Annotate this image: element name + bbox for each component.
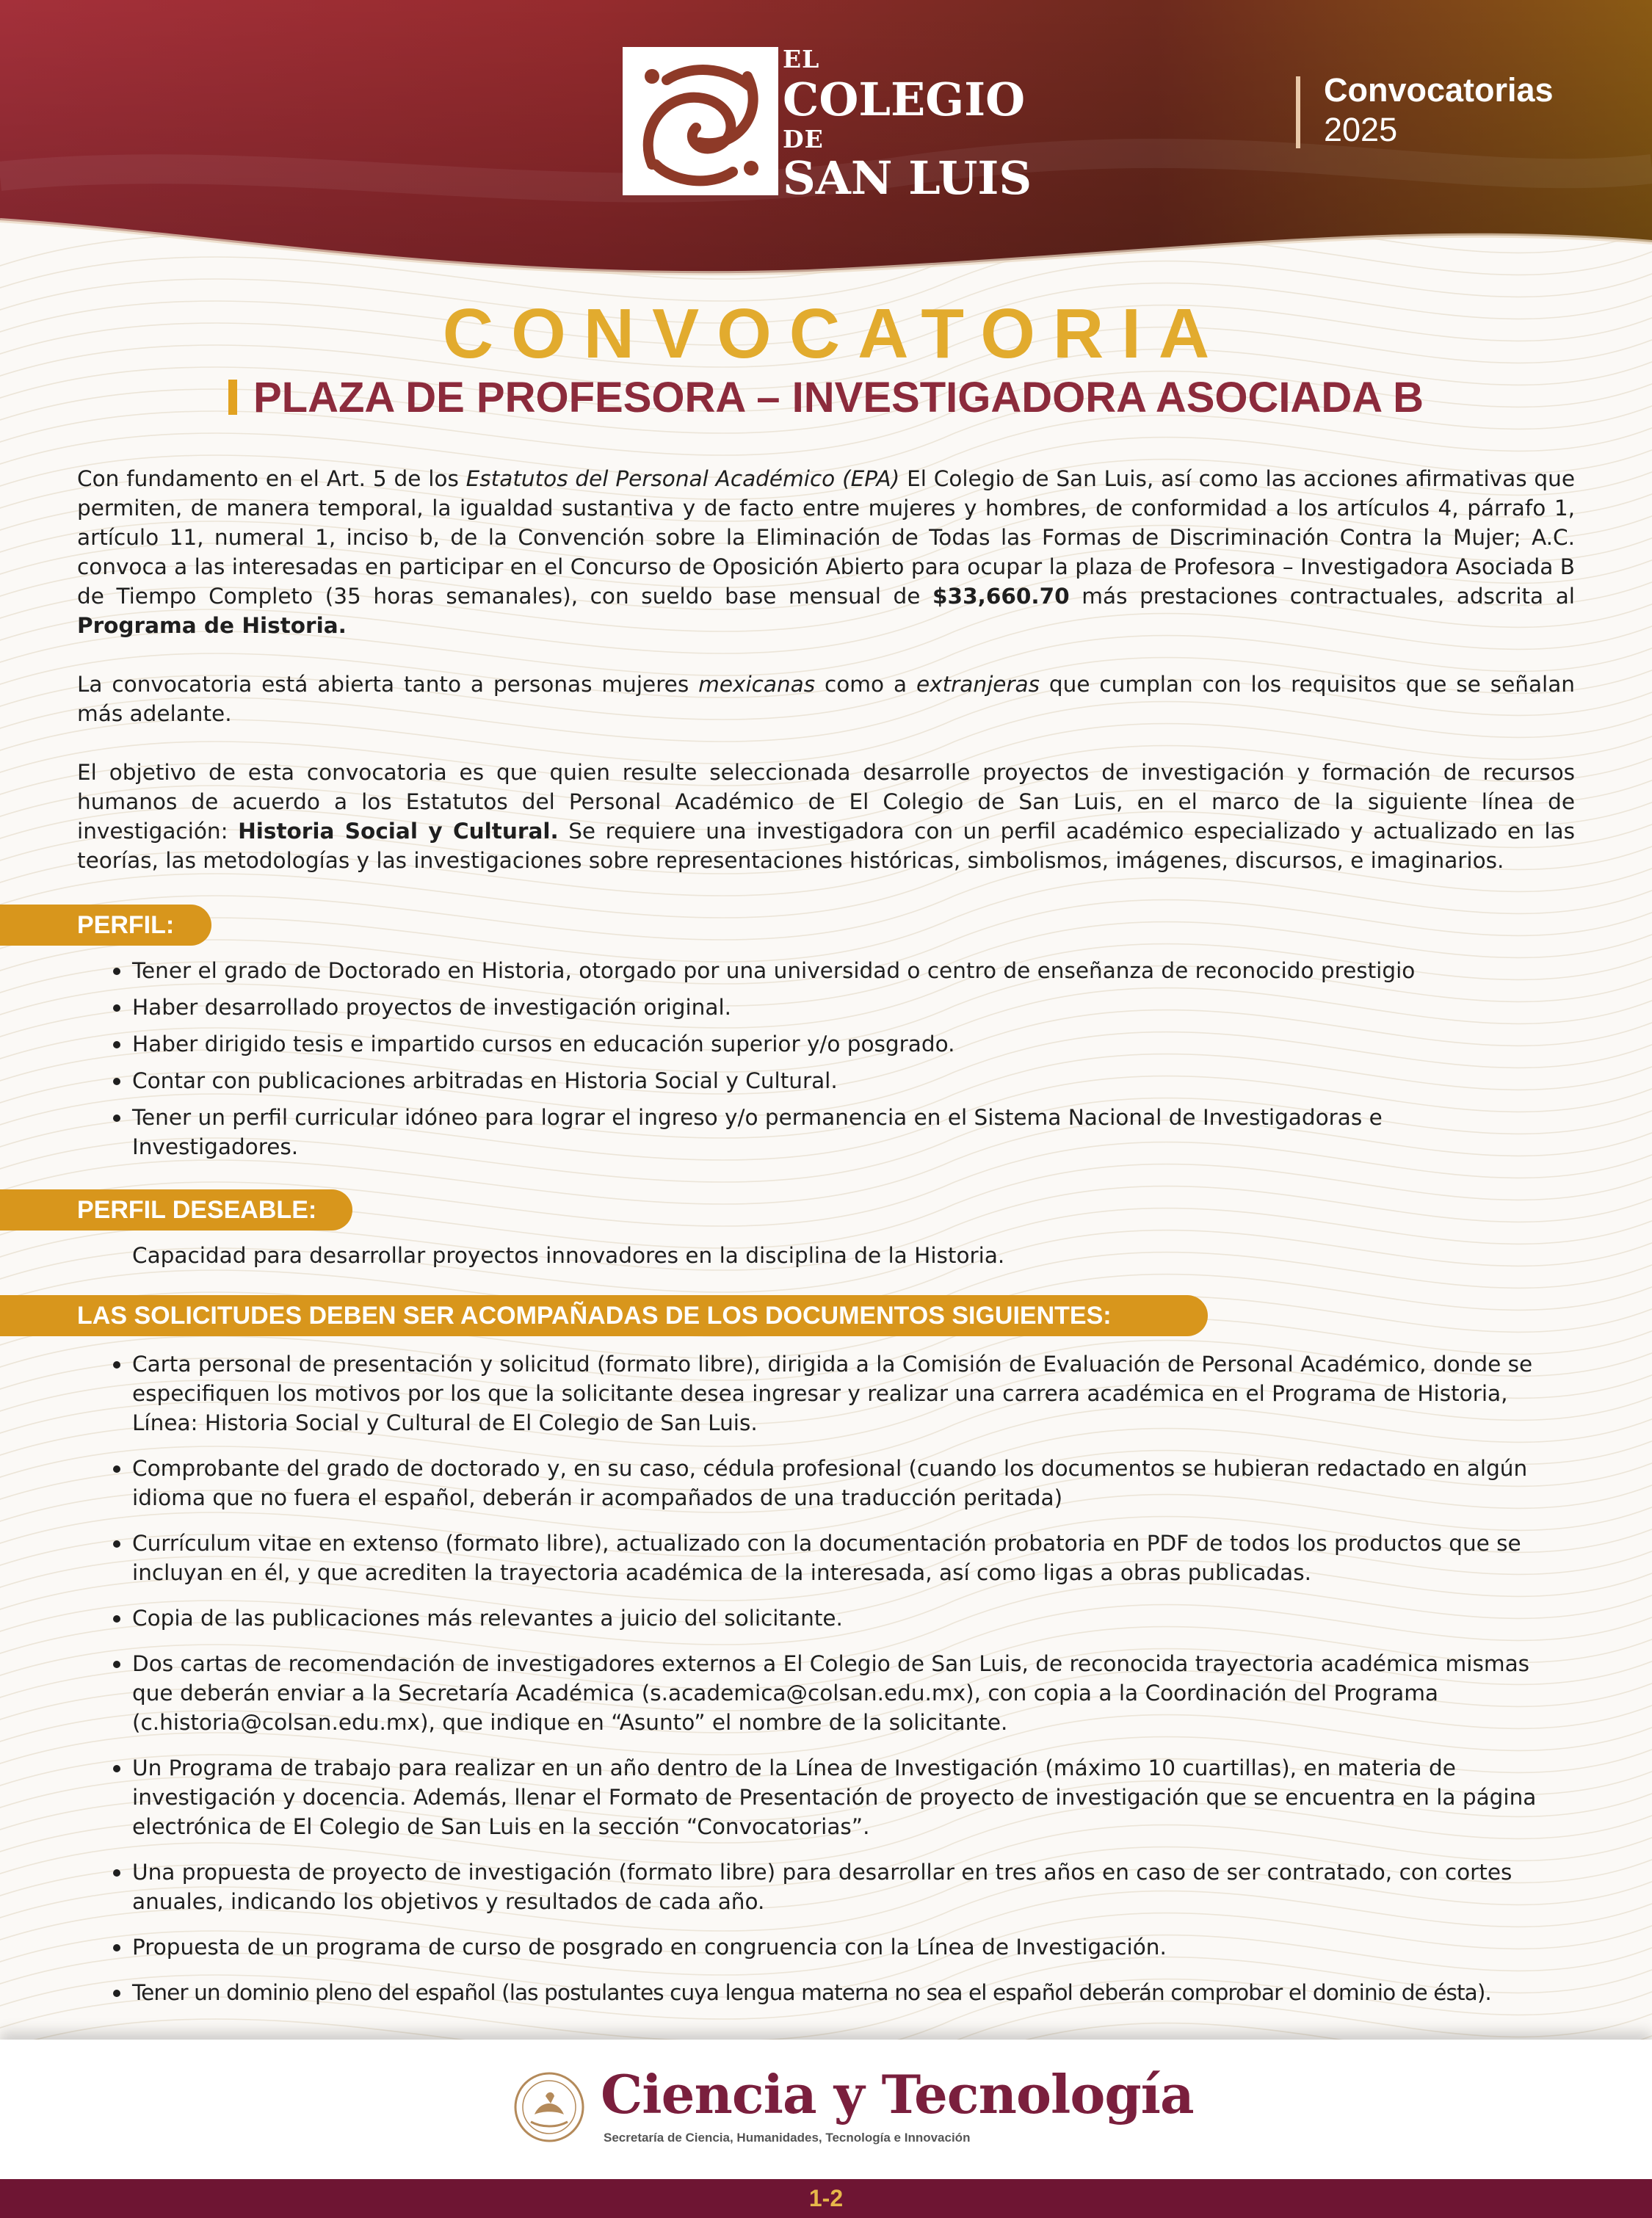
list-item: Copia de las publicaciones más relevantes a juicio del solicitante. [110,1603,1571,1633]
text: El Colegio de San Luis, así como las acciones afirmativas que permiten, de manera temporal, la igualdad sustantiva y de facto entre mujeres y hombres, de conformidad a los artículos 4, párrafo 1, artículo 11, numeral 1, inciso b, de la Convención sobre la Eliminación de Todas las Formas de Discriminación Contra la Mujer; A.C. convoca a las interesadas en participar en el Concurso de Oposición Abierto para ocupar la plaza de Profesora – Investigadora Asociada B de Tiempo Completo (35 horas semanales), con sueldo base mensual de [77,466,1576,609]
logo-line-de: DE [783,125,824,153]
list-item: Carta personal de presentación y solicitud (formato libre), dirigida a la Comisión de Evaluación de Personal Académico, donde se especifiquen los motivos por los que la solicitante desea ingresar y realizar una carrera académica en el Programa de Historia, Línea: Historia Social y Cultural de El Colegio de San Luis. [110,1349,1571,1438]
logo-line-colegio: COLEGIO [783,73,1026,126]
page-number: 1-2 [808,2185,844,2211]
page-title: CONVOCATORIA [442,294,1228,373]
header-section: Convocatorias [1324,71,1554,109]
colegio-logo [623,45,1034,205]
list-item: Tener un perfil curricular idóneo para lograr el ingreso y/o permanencia en el Sistema Nacional de Investigadoras e Investigadores. [110,1103,1571,1161]
header-separator [1296,76,1300,148]
intro-paragraph-3 [77,758,1575,875]
text-italic: Estatutos del Personal Académico (EPA) [465,466,900,491]
logo-line-el: EL [783,45,820,73]
list-item: Haber dirigido tesis e impartido cursos en educación superior y/o posgrado. [110,1029,1571,1059]
footer [0,2040,1652,2179]
text: más prestaciones contractuales, adscrita al [1069,584,1575,609]
page-number-bar [0,2179,1652,2218]
documentos-list [110,1349,1571,2023]
research-line: Historia Social y Cultural. [238,819,559,844]
logo-emblem [623,47,778,195]
list-item: Un Programa de trabajo para realizar en un año dentro de la Línea de Investigación (máximo 10 cuartillas), en materia de investigación y docencia. Además, llenar el Formato de Presentación de proyecto de investigación que se encuentra en la página electrónica de El Colegio de San Luis en la sección “Convocatorias”. [110,1753,1571,1841]
list-item: Tener el grado de Doctorado en Historia, otorgado por una universidad o centro de enseñanza de reconocido prestigio [110,956,1571,985]
documentos-heading: LAS SOLICITUDES DEBEN SER ACOMPAÑADAS DE LOS DOCUMENTOS SIGUIENTES: [0,1295,1208,1336]
perfil-deseable-text: Capacidad para desarrollar proyectos innovadores en la disciplina de la Historia. [132,1243,1005,1268]
text: La convocatoria está abierta tanto a personas mujeres [77,672,699,697]
text: como a [815,672,916,697]
intro-section [77,464,1575,905]
mexico-seal-icon [512,2070,586,2144]
list-item: Contar con publicaciones arbitradas en Historia Social y Cultural. [110,1066,1571,1095]
salary: $33,660.70 [932,584,1070,609]
intro-paragraph-2 [77,670,1575,728]
logo-line-san-luis: SAN LUIS [783,151,1032,205]
program-name: Programa de Historia. [77,613,347,638]
footer-institution-name: Ciencia y Tecnología [601,2063,1194,2125]
perfil-deseable-heading: PERFIL DESEABLE: [0,1189,352,1231]
text-italic: mexicanas [698,672,816,697]
text: que cumplan con los requisitos que se señalan más adelante. [77,672,1576,726]
text: El objetivo de esta convocatoria es que quien resulte seleccionada desarrolle proyectos de investigación y formación de recursos humanos de acuerdo a los Estatutos del Personal Académico de El Colegio de San Luis, en el marco de la siguiente línea de investigación: [77,760,1575,844]
header-section-title [1324,70,1554,150]
perfil-heading: PERFIL: [0,905,211,946]
text: Con fundamento en el Art. 5 de los [77,466,466,491]
text: Se requiere una investigadora con un perfil académico especializado y actualizado en las teorías, las metodologías y las investigaciones sobre representaciones históricas, simbolismos, imágenes, discursos, e imaginarios. [77,819,1575,873]
list-item: Tener un dominio pleno del español (las postulantes cuya lengua materna no sea el español deberán comprobar el dominio de ésta). [110,1978,1571,2007]
list-item: Una propuesta de proyecto de investigación (formato libre) para desarrollar en tres años en caso de ser contratado, con cortes anuales, indicando los objetivos y resultados de cada año. [110,1858,1571,1916]
header-year: 2025 [1324,111,1398,148]
text-italic: extranjeras [916,672,1040,697]
list-item: Comprobante del grado de doctorado y, en su caso, cédula profesional (cuando los documentos se hubieran redactado en algún idioma que no fuera el español, deberán ir acompañados de una traducción peritada) [110,1454,1571,1512]
list-item: Haber desarrollado proyectos de investigación original. [110,993,1571,1022]
list-item: Dos cartas de recomendación de investigadores externos a El Colegio de San Luis, de reconocida trayectoria académica mismas que deberán enviar a la Secretaría Académica (s.academica@colsan.edu.mx), con copia a la Coordinación del Programa (c.historia@colsan.edu.mx), que indique en “Asunto” el nombre de la solicitante. [110,1649,1571,1737]
perfil-list [110,956,1571,1169]
intro-paragraph-1 [77,464,1575,640]
subtitle-text: PLAZA DE PROFESORA – INVESTIGADORA ASOCIADA B [253,374,1424,421]
list-item: Currículum vitae en extenso (formato libre), actualizado con la documentación probatoria en PDF de todos los productos que se incluyan en él, y que acrediten la trayectoria académica de la interesada, así como ligas a obras publicadas. [110,1529,1571,1587]
list-item: Propuesta de un programa de curso de posgrado en congruencia con la Línea de Investigación. [110,1932,1571,1962]
page-subtitle [0,373,1652,422]
logo-wordmark [783,44,1032,205]
footer-institution-subtitle: Secretaría de Ciencia, Humanidades, Tecnología e Innovación [604,2131,971,2145]
subtitle-bar [228,380,237,415]
